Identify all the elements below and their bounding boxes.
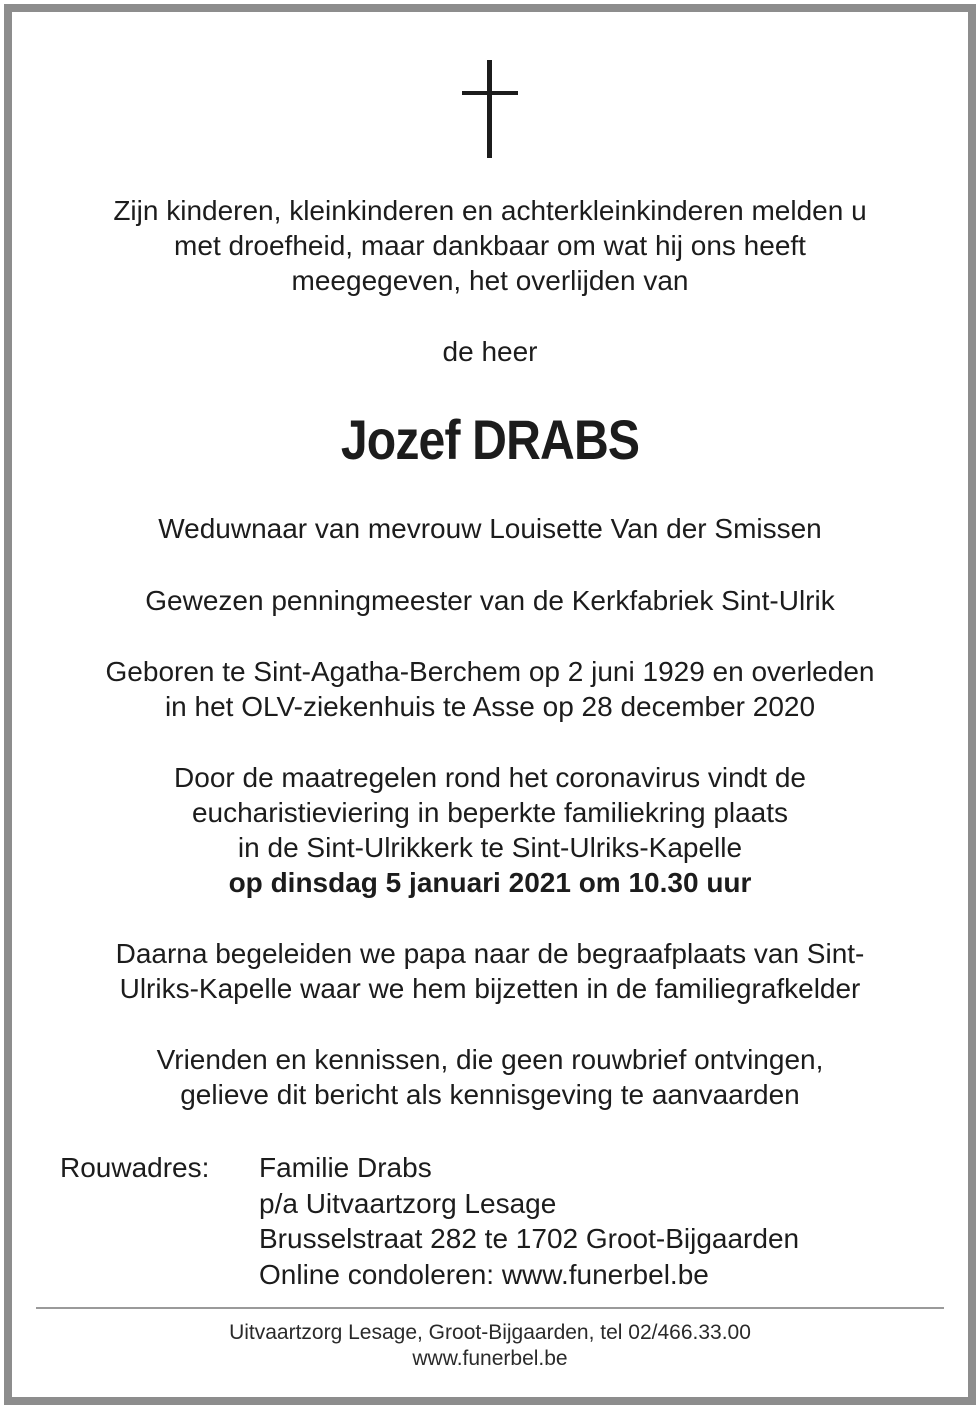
address-lines	[259, 1150, 799, 1292]
intro-line: Zijn kinderen, kleinkinderen en achterkleinkinderen melden u	[113, 195, 867, 226]
deceased-name: Jozef DRABS	[340, 408, 640, 471]
honorific-block	[0, 334, 980, 369]
footer	[0, 1320, 980, 1372]
ceremony-line: in de Sint-Ulrikkerk te Sint-Ulriks-Kapelle	[237, 832, 743, 863]
ceremony-datetime: op dinsdag 5 januari 2021 om 10.30 uur	[228, 867, 752, 898]
honorific: de heer	[442, 336, 538, 367]
address-line: Brusselstraat 282 te 1702 Groot-Bijgaarden	[259, 1223, 800, 1254]
burial-block	[0, 936, 980, 1006]
birth-death-line: in het OLV-ziekenhuis te Asse op 28 december 2020	[164, 691, 816, 722]
intro-line: meegegeven, het overlijden van	[291, 265, 689, 296]
ceremony-line: eucharistieviering in beperkte familiekring plaats	[191, 797, 789, 828]
widower-line: Weduwnaar van mevrouw Louisette Van der Smissen	[158, 513, 822, 544]
role-block	[0, 583, 980, 618]
notice-line: gelieve dit bericht als kennisgeving te aanvaarden	[180, 1079, 800, 1110]
notice-line: Vrienden en kennissen, die geen rouwbrief ontvingen,	[156, 1044, 824, 1075]
address-line: Online condoleren: www.funerbel.be	[259, 1258, 709, 1290]
footer-website: www.funerbel.be	[412, 1347, 568, 1370]
cross-icon	[460, 60, 520, 158]
footer-divider	[36, 1307, 944, 1309]
ceremony-line: Door de maatregelen rond het coronavirus vindt de	[174, 762, 806, 793]
intro-line: met droefheid, maar dankbaar om wat hij ons heeft	[174, 230, 806, 261]
widower-block	[0, 511, 980, 546]
notice-block	[0, 1042, 980, 1112]
address-line: p/a Uitvaartzorg Lesage	[259, 1187, 557, 1219]
birth-death-line: Geboren te Sint-Agatha-Berchem op 2 juni 1929 en overleden	[105, 656, 875, 687]
burial-line: Daarna begeleiden we papa naar de begraafplaats van Sint-	[115, 938, 865, 969]
role-line: Gewezen penningmeester van de Kerkfabriek Sint-Ulrik	[145, 585, 835, 616]
ceremony-block	[0, 760, 980, 900]
intro-text	[0, 193, 980, 298]
burial-line: Ulriks-Kapelle waar we hem bijzetten in de familiegrafkelder	[119, 973, 861, 1004]
footer-company: Uitvaartzorg Lesage, Groot-Bijgaarden, tel 02/466.33.00	[229, 1321, 751, 1344]
address-line: Familie Drabs	[259, 1152, 432, 1183]
birth-death-block	[0, 654, 980, 724]
address-label: Rouwadres:	[60, 1152, 210, 1183]
